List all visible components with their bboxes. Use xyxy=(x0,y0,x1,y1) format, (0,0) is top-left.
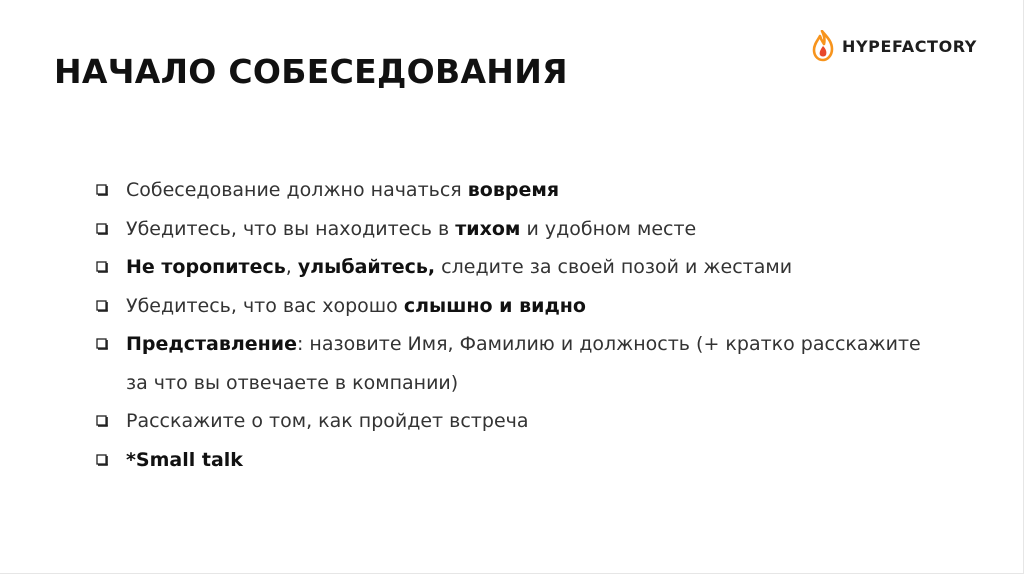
list-item xyxy=(96,287,936,326)
flame-icon xyxy=(812,30,836,62)
item-text-segment: Расскажите о том, как пройдет встреча xyxy=(126,410,529,432)
item-text-segment: Убедитесь, что вы находитесь в xyxy=(126,217,456,240)
empty-checkbox-icon xyxy=(96,248,110,287)
list-item xyxy=(96,402,936,441)
item-text-segment: : назовите Имя, Фамилию и должность (+ кратко расскажите за что вы отвечаете в компании) xyxy=(126,333,921,394)
item-text-segment: Собеседование должно начаться xyxy=(126,179,468,201)
emphasis-text: вовремя xyxy=(467,179,560,201)
emphasis-text: Представление xyxy=(126,333,297,355)
brand-logo xyxy=(812,30,977,62)
list-item-text xyxy=(126,210,936,249)
emphasis-text: слышно и видно xyxy=(403,294,586,317)
emphasis-text: тихом xyxy=(455,217,521,240)
emphasis-text: Не торопитесь xyxy=(126,256,286,278)
emphasis-text: *Small talk xyxy=(126,448,243,471)
emphasis-text: улыбайтесь, xyxy=(297,256,436,278)
list-item-text xyxy=(126,441,936,480)
empty-checkbox-icon xyxy=(96,441,110,480)
list-item-text xyxy=(126,287,936,326)
item-text-segment: следите за своей позой и жестами xyxy=(435,256,793,278)
brand-name: HYPEFACTORY xyxy=(842,36,977,56)
list-item xyxy=(96,441,936,480)
empty-checkbox-icon xyxy=(96,325,110,364)
item-text-segment: Убедитесь, что вас хорошо xyxy=(126,294,404,317)
item-text-segment: , xyxy=(285,256,298,278)
list-item xyxy=(96,325,936,402)
empty-checkbox-icon xyxy=(96,171,110,210)
empty-checkbox-icon xyxy=(96,402,110,441)
list-item xyxy=(96,210,936,249)
empty-checkbox-icon xyxy=(96,210,110,249)
list-item xyxy=(96,171,936,210)
list-item-text xyxy=(126,402,936,441)
list-item-text xyxy=(126,171,936,210)
list-item-text xyxy=(126,248,936,287)
list-item-text xyxy=(126,325,936,402)
empty-checkbox-icon xyxy=(96,287,110,326)
page-title: НАЧАЛО СОБЕСЕДОВАНИЯ xyxy=(54,52,568,91)
list-item xyxy=(96,248,936,287)
item-text-segment: и удобном месте xyxy=(520,217,697,240)
checklist xyxy=(96,171,936,479)
